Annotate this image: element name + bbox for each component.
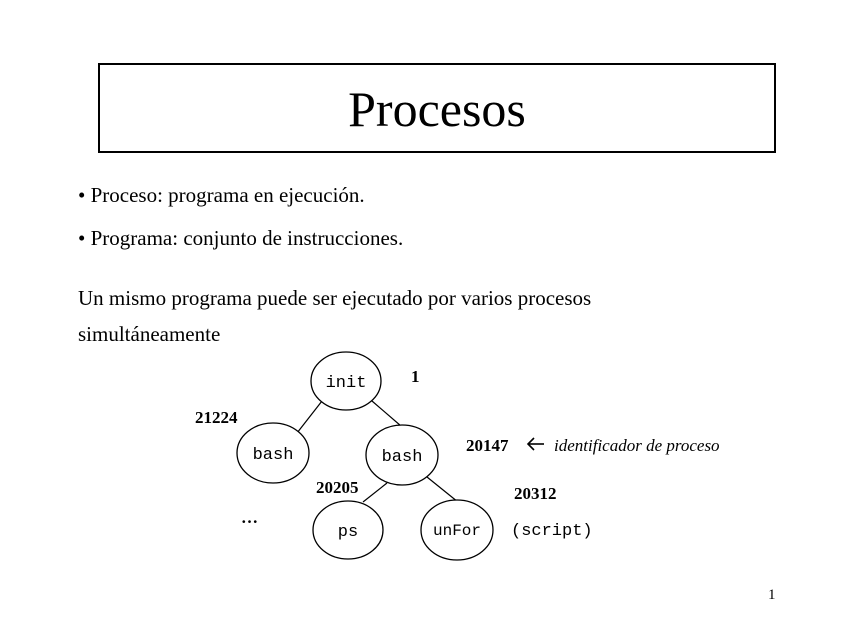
arrow-left-icon (528, 438, 544, 450)
node-unfor-label: unFor (432, 522, 482, 540)
pid-bash-left: 21224 (195, 408, 238, 427)
script-note: (script) (511, 522, 593, 541)
node-init-label: init (325, 374, 367, 393)
paragraph-line-2: simultáneamente (78, 322, 221, 346)
edge-bash-unfor (427, 477, 458, 502)
ellipsis-more-processes: … (241, 508, 258, 527)
node-init (311, 352, 381, 410)
pid-init: 1 (411, 367, 420, 386)
pid-unfor: 20312 (514, 484, 557, 503)
legend-identificador: identificador de proceso (554, 436, 720, 455)
bullet-programa: • Programa: conjunto de instrucciones. (78, 226, 404, 250)
node-bash-right-label: bash (381, 448, 423, 467)
node-ps-label: ps (337, 523, 359, 542)
bullet-proceso: • Proceso: programa en ejecución. (78, 183, 365, 207)
node-unfor (421, 500, 493, 560)
edge-bash-ps (363, 483, 387, 502)
node-bash-left-label: bash (252, 446, 294, 465)
node-ps (313, 501, 383, 559)
pid-ps: 20205 (316, 478, 359, 497)
paragraph-line-1: Un mismo programa puede ser ejecutado por varios procesos (78, 286, 592, 310)
edge-init-bash-right (372, 401, 401, 426)
node-bash-right (366, 425, 438, 485)
slide-title: Procesos (348, 81, 526, 137)
edge-init-bash-left (297, 401, 322, 433)
page-number: 1 (768, 587, 776, 603)
node-bash-left (237, 423, 309, 483)
pid-bash-right: 20147 (466, 436, 509, 455)
